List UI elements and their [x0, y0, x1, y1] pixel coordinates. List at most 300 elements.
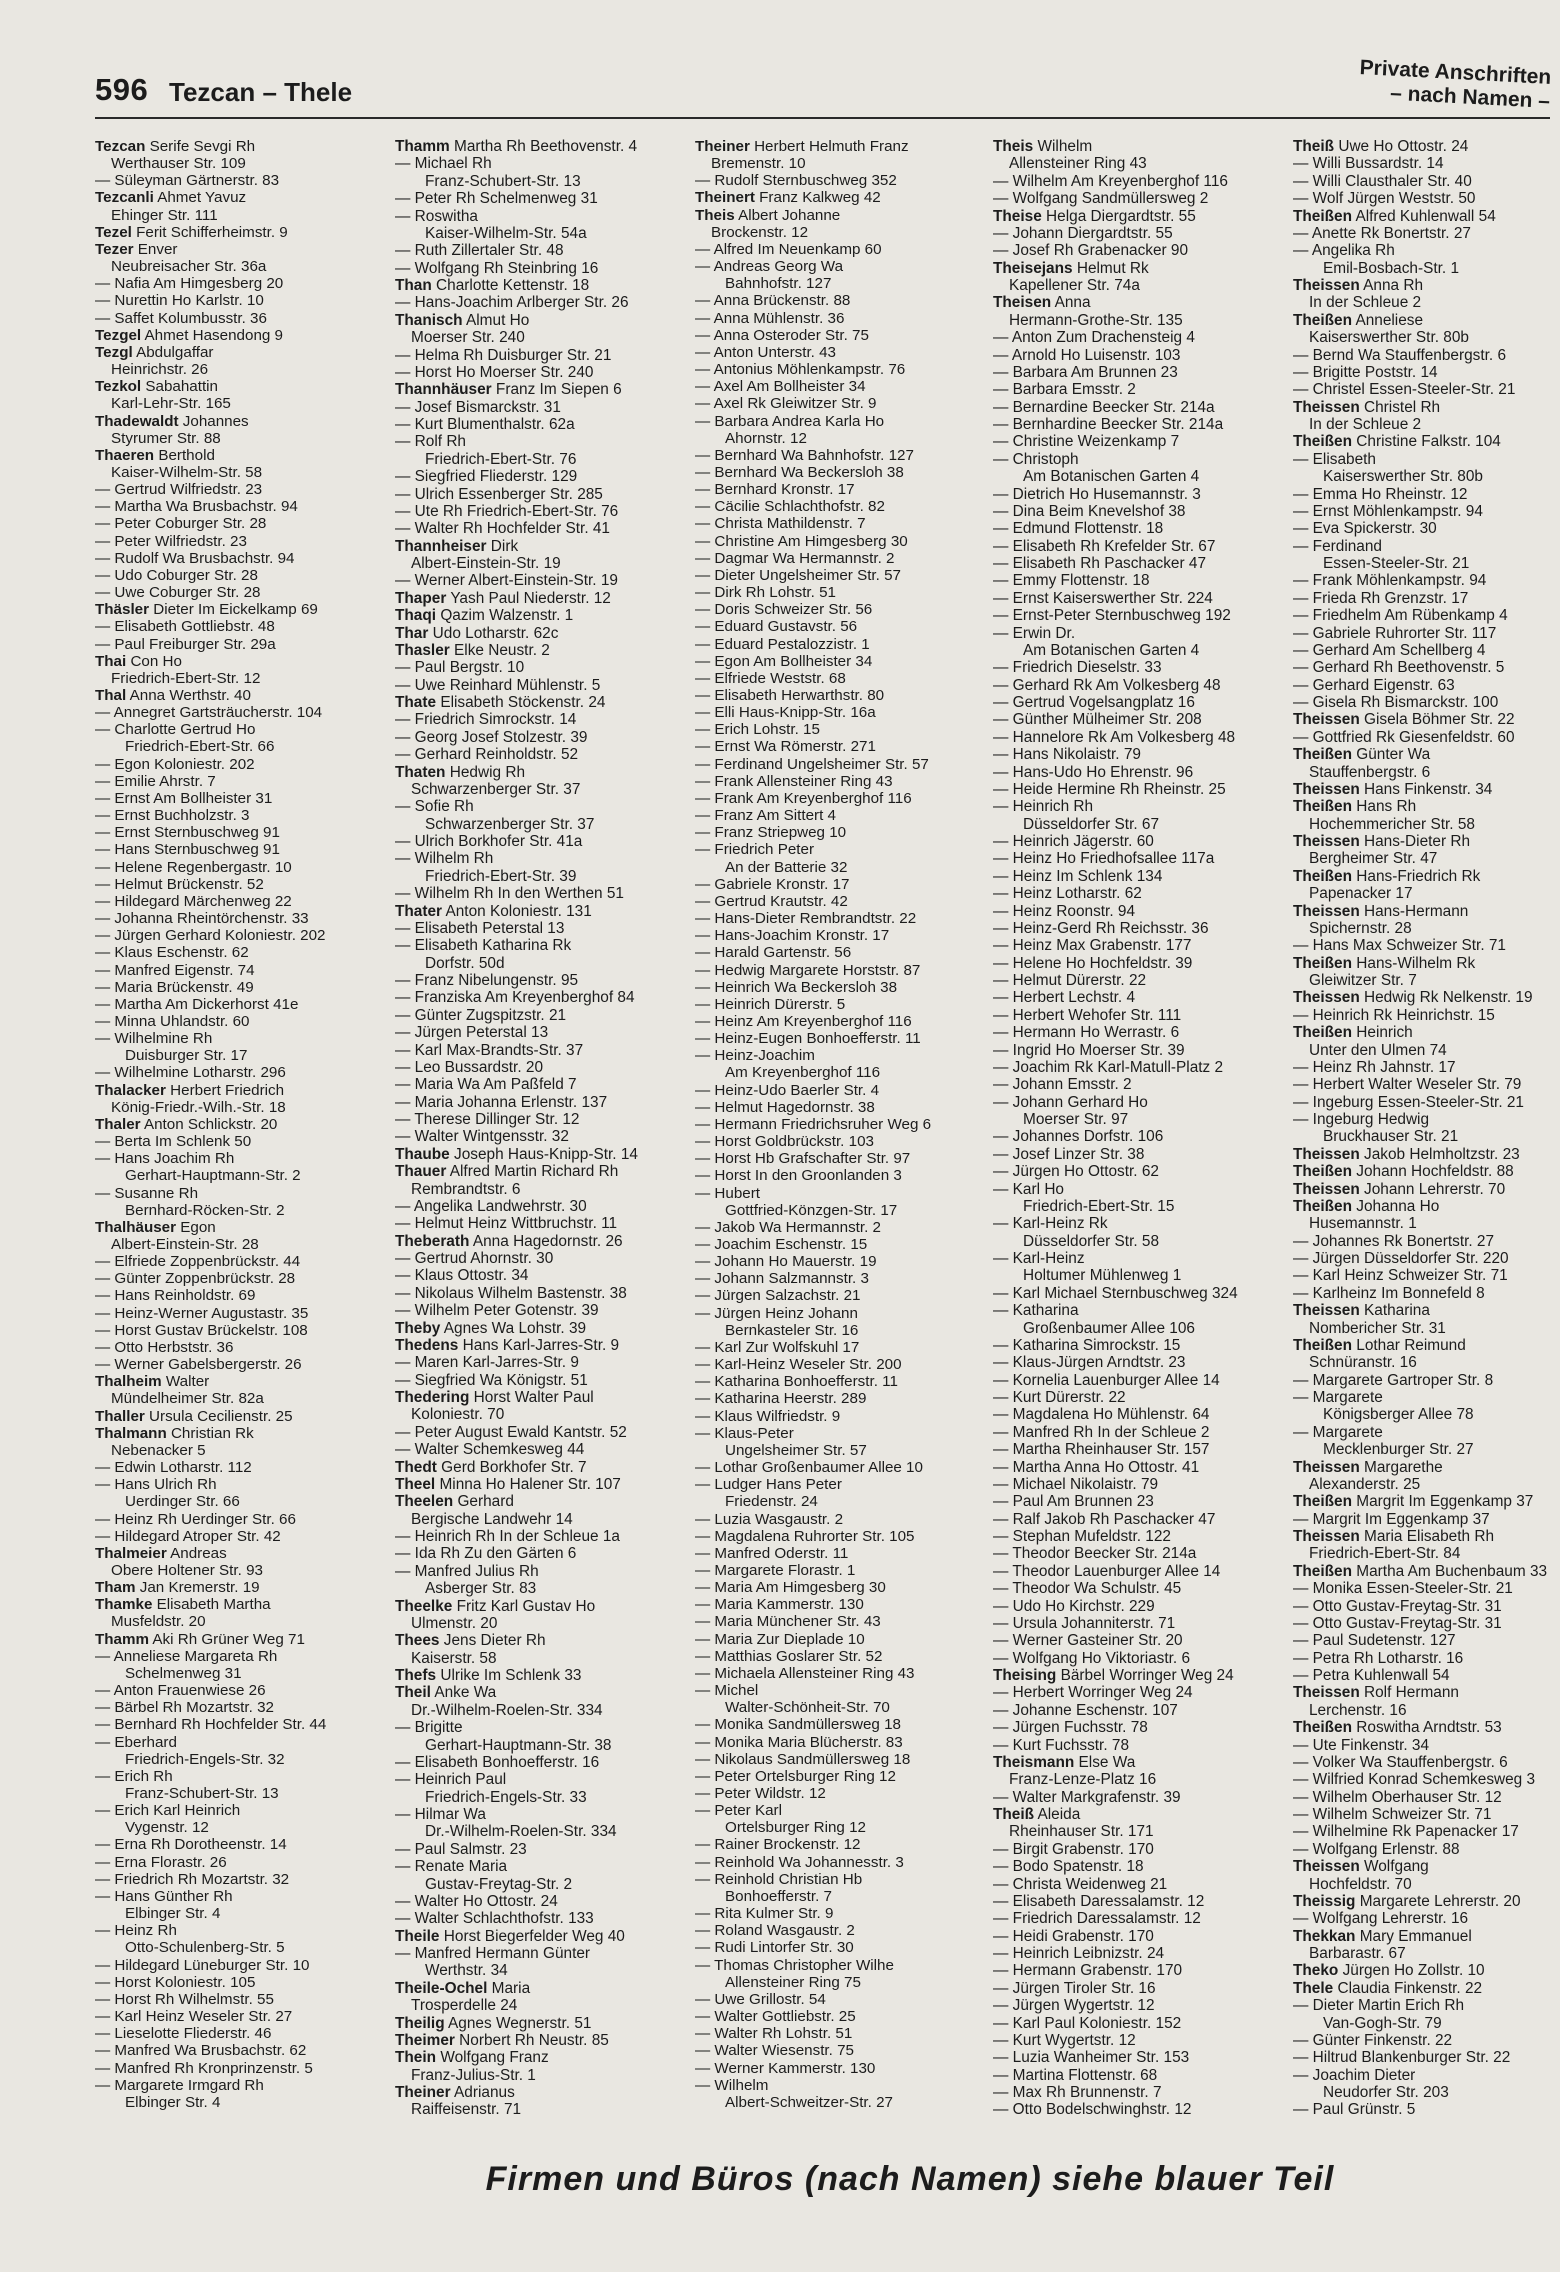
directory-entry — [695, 1631, 983, 1648]
entry-line: — Heinz Roonstr. 94 — [993, 902, 1136, 920]
directory-entry — [993, 920, 1281, 937]
sub-entry-text: Hubert — [714, 1184, 761, 1202]
sub-entry-text: Hildegard Atroper Str. 42 — [114, 1527, 281, 1545]
entry-line — [1293, 1024, 1555, 1041]
entry-line: — Axel Rk Gleiwitzer Str. 9 — [695, 395, 877, 413]
surname: Thäsler — [95, 601, 150, 619]
entry-line: — Georg Josef Stolzestr. 39 — [395, 728, 588, 746]
sub-entry-text: Christine Am Himgesberg 30 — [714, 532, 908, 550]
surname: Tham — [95, 1579, 136, 1597]
directory-entry — [695, 172, 983, 189]
entry-line: — Peter Rh Schelmenweg 31 — [395, 190, 598, 208]
sub-entry-text: Frank Am Kreyenberghof 116 — [714, 789, 912, 807]
sub-entry-text: Otto Bodelschwinghstr. 12 — [1012, 2101, 1192, 2119]
sub-entry-text: Katharina Heerstr. 289 — [714, 1390, 867, 1408]
directory-entry — [1293, 642, 1555, 659]
directory-entry — [395, 1598, 683, 1633]
surname: Theißen — [1293, 1024, 1352, 1042]
entry-line: — Wolf Jürgen Weststr. 50 — [1293, 190, 1476, 208]
listing-column-5 — [1293, 138, 1555, 2119]
sub-entry-text: Helmut Hagedornstr. 38 — [714, 1098, 875, 1116]
sub-entry-text: Therese Dillinger Str. 12 — [414, 1111, 580, 1128]
sub-entry-text: Annegret Gartsträucherstr. 104 — [113, 704, 323, 722]
entry-line: — Berta Im Schlenk 50 — [95, 1133, 252, 1151]
given-name-address: Hans Rh — [1356, 798, 1417, 816]
directory-entry — [993, 572, 1281, 589]
directory-entry — [395, 1128, 683, 1145]
entry-line: — Heinz-Eugen Bonhoefferstr. 11 — [695, 1030, 921, 1048]
directory-entry — [695, 1528, 983, 1545]
surname: Theißen — [1293, 1719, 1352, 1737]
sub-entry-text: Margarete Irmgard Rh — [114, 2076, 264, 2094]
entry-line — [993, 138, 1281, 155]
directory-entry — [395, 729, 683, 746]
directory-entry — [95, 447, 383, 481]
entry-line: — Minna Uhlandstr. 60 — [95, 1012, 250, 1030]
given-name-address: Qazim Walzenstr. 1 — [440, 607, 574, 625]
sub-entry-text: Johann Diergardtstr. 55 — [1012, 224, 1173, 242]
entry-line: — Johann Diergardtstr. 55 — [993, 224, 1173, 242]
surname: Thalheim — [95, 1373, 162, 1391]
directory-entry — [95, 567, 383, 584]
directory-entry — [1293, 208, 1555, 225]
sub-entry-text: Hannelore Rk Am Volkesberg 48 — [1012, 728, 1236, 746]
sub-entry-text: Joachim Rk Karl-Matull-Platz 2 — [1012, 1058, 1224, 1076]
entry-line: — Ernst Am Bollheister 31 — [95, 789, 273, 807]
entry-line: — Jürgen Tiroler Str. 16 — [993, 1979, 1156, 1997]
directory-entry — [395, 677, 683, 694]
directory-entry — [993, 694, 1281, 711]
entry-line — [95, 413, 383, 430]
sub-entry-text: Klaus-Jürgen Arndtstr. 23 — [1012, 1354, 1186, 1372]
entry-line: — Monika Sandmüllersweg 18 — [695, 1716, 901, 1734]
entry-line — [95, 1116, 383, 1133]
entry-line: — Heinz-Werner Augustastr. 35 — [95, 1304, 309, 1322]
entry-line: — Lieselotte Fliederstr. 46 — [95, 2025, 272, 2043]
entry-line: — Gertrud Krautstr. 42 — [695, 892, 848, 910]
directory-entry — [993, 1337, 1281, 1354]
entry-line — [993, 1754, 1281, 1771]
sub-entry-text: Monika Essen-Steeler-Str. 21 — [1312, 1580, 1513, 1598]
sub-entry-text: Joachim Eschenstr. 15 — [714, 1236, 868, 1253]
sub-entry-text: Heinz Max Grabenstr. 177 — [1012, 937, 1192, 955]
sub-entry-text: Gabriele Ruhrorter Str. 117 — [1312, 624, 1497, 642]
entry-line: — Friedrich Peter — [695, 841, 815, 859]
directory-entry — [1293, 1007, 1555, 1024]
sub-entry-text: Jürgen Fuchsstr. 78 — [1012, 1719, 1148, 1737]
entry-line: — Günter Zugspitzstr. 21 — [395, 1006, 567, 1024]
directory-entry — [1293, 1580, 1555, 1597]
entry-line: — Heinrich Wa Beckersloh 38 — [695, 978, 898, 996]
directory-entry — [993, 711, 1281, 728]
sub-entry-text: Günter Zoppenbrückstr. 28 — [114, 1270, 296, 1288]
directory-entry — [695, 1511, 983, 1528]
entry-line — [395, 1476, 683, 1493]
directory-entry — [993, 1876, 1281, 1893]
directory-entry — [395, 885, 683, 902]
sub-entry-text: Ursula Johanniterstr. 71 — [1012, 1614, 1176, 1632]
address-continuation: Friedrich-Ebert-Str. 15 — [1023, 1197, 1175, 1215]
directory-entry — [95, 979, 383, 996]
directory-entry — [1293, 381, 1555, 398]
address-continuation: Dr.-Wilhelm-Roelen-Str. 334 — [411, 1701, 603, 1719]
sub-entry-text: Helene Ho Hochfeldstr. 39 — [1012, 954, 1193, 972]
sub-entry-text: Manfred Rh In der Schleue 2 — [1012, 1423, 1210, 1441]
entry-line: — Hans Nikolaistr. 79 — [993, 746, 1141, 764]
entry-line: — Dieter Ungelsheimer Str. 57 — [695, 566, 901, 584]
surname: Theelen — [395, 1493, 454, 1511]
sub-entry-text: Bärbel Rh Mozartstr. 32 — [114, 1699, 274, 1717]
directory-entry — [395, 1684, 683, 1719]
directory-entry — [95, 550, 383, 567]
entry-line — [1293, 711, 1555, 728]
entry-line: — Elfriede Weststr. 68 — [695, 669, 846, 687]
directory-entry — [1293, 1337, 1555, 1372]
surname: Theimer — [395, 2031, 455, 2049]
directory-entry — [95, 1185, 383, 1219]
directory-entry — [395, 1059, 683, 1076]
entry-line: — Anton Frauenwiese 26 — [95, 1682, 266, 1700]
entry-line: — Erna Rh Dorotheenstr. 14 — [95, 1836, 287, 1854]
address-continuation: Hochemmericher Str. 58 — [1309, 815, 1475, 833]
directory-entry — [695, 893, 983, 910]
entry-line: — Anton Unterstr. 43 — [695, 343, 836, 361]
sub-entry-text: Horst Gustav Brückelstr. 108 — [114, 1321, 308, 1339]
sub-entry-text: Heidi Grabenstr. 170 — [1012, 1927, 1154, 1945]
entry-line — [695, 138, 983, 155]
surname: Theising — [993, 1667, 1057, 1684]
directory-entry — [95, 1322, 383, 1339]
sub-entry-text: Monika Maria Blücherstr. 83 — [714, 1733, 903, 1751]
sub-entry-text: Erich Rh — [114, 1767, 173, 1785]
entry-line — [395, 1493, 683, 1510]
directory-entry — [1293, 1076, 1555, 1093]
sub-entry-text: Ernst Möhlenkampstr. 94 — [1312, 502, 1483, 520]
entry-line: — Erich Karl Heinrich — [95, 1802, 241, 1820]
entry-line: — Hildegard Atroper Str. 42 — [95, 1527, 281, 1545]
directory-entry — [993, 1406, 1281, 1423]
sub-entry-text: Heinz Am Kreyenberghof 116 — [714, 1012, 912, 1030]
entry-line: — Ralf Jakob Rh Paschacker 47 — [993, 1510, 1216, 1528]
sub-entry-text: Ludger Hans Peter — [714, 1476, 842, 1494]
sub-entry-text: Manfred Eigenstr. 74 — [114, 961, 255, 979]
running-head-line-2: – nach Namen – — [1389, 81, 1551, 113]
directory-entry — [1293, 347, 1555, 364]
sub-entry-text: Herbert Worringer Weg 24 — [1012, 1684, 1193, 1702]
page-footer — [0, 2160, 1560, 2199]
entry-line: — Heinrich Jägerstr. 60 — [993, 833, 1154, 850]
directory-entry — [993, 746, 1281, 763]
directory-entry — [993, 1684, 1281, 1701]
directory-entry — [993, 1493, 1281, 1510]
address-continuation: Am Botanischen Garten 4 — [1023, 641, 1200, 659]
entry-line: — Walter Gottliebstr. 25 — [695, 2008, 856, 2026]
address-continuation: Friedrich-Ebert-Str. 66 — [125, 738, 275, 756]
entry-line: — Ingrid Ho Moerser Str. 39 — [993, 1041, 1185, 1059]
directory-entry — [95, 807, 383, 824]
given-name-address: Johann Lehrerstr. 70 — [1364, 1180, 1506, 1198]
directory-entry — [95, 1064, 383, 1081]
sub-entry-text: Johanne Eschenstr. 107 — [1012, 1701, 1178, 1719]
entry-line — [95, 447, 383, 464]
directory-entry — [95, 292, 383, 309]
entry-line — [1293, 903, 1555, 920]
address-continuation: Königsberger Allee 78 — [1323, 1406, 1474, 1424]
entry-line: — Manfred Rh In der Schleue 2 — [993, 1423, 1210, 1441]
directory-entry — [395, 972, 683, 989]
sub-entry-text: Karl Zur Wolfskuhl 17 — [714, 1338, 860, 1356]
entry-line: — Heinrich Leibnizstr. 24 — [993, 1945, 1165, 1962]
entry-line: — Walter Wintgensstr. 32 — [395, 1128, 569, 1146]
given-name-address: Else Wa — [1078, 1753, 1136, 1771]
sub-entry-text: Roland Wasgaustr. 2 — [714, 1922, 855, 1940]
sub-entry-text: Ruth Zillertaler Str. 48 — [414, 242, 564, 260]
address-continuation: Am Kreyenberghof 116 — [725, 1064, 881, 1082]
given-name-address: Jakob Helmholtzstr. 23 — [1364, 1145, 1520, 1163]
directory-entry — [395, 1893, 683, 1910]
directory-entry — [993, 451, 1281, 486]
sub-entry-text: Werner Gabelsbergerstr. 26 — [114, 1356, 302, 1374]
entry-line — [1293, 1980, 1555, 1997]
sub-entry-text: Heinrich Rh — [1012, 798, 1094, 816]
entry-line: — Luzia Wanheimer Str. 153 — [993, 2049, 1190, 2067]
directory-entry — [1293, 955, 1555, 990]
entry-line: — Heinz Ho Friedhofsallee 117a — [993, 850, 1215, 868]
surname: Theissen — [1293, 277, 1360, 294]
given-name-address: Berthold — [158, 446, 215, 464]
directory-entry — [1293, 538, 1555, 573]
entry-line: — Heinz Am Kreyenberghof 116 — [695, 1012, 912, 1030]
sub-entry-text: Erich Lohstr. 15 — [714, 721, 820, 739]
sub-entry-text: Anna Brückenstr. 88 — [713, 292, 851, 310]
sub-entry-text: Ferdinand — [1312, 537, 1382, 555]
given-name-address: Ahmet Yavuz — [157, 189, 247, 207]
directory-entry — [993, 955, 1281, 972]
entry-line — [395, 1598, 683, 1615]
entry-line — [1293, 1684, 1555, 1701]
sub-entry-text: Hermann Friedrichsruher Weg 6 — [714, 1115, 932, 1133]
directory-entry — [1293, 1858, 1555, 1893]
running-head — [1358, 56, 1552, 114]
sub-entry-text: Johannes Rk Bonertstr. 27 — [1312, 1232, 1495, 1250]
sub-entry-text: Helma Rh Duisburger Str. 21 — [414, 346, 612, 364]
address-continuation: Lerchenstr. 16 — [1309, 1701, 1407, 1719]
sub-entry-text: Erwin Dr. — [1012, 624, 1076, 642]
directory-entry — [95, 893, 383, 910]
given-name-address: Jürgen Ho Zollstr. 10 — [1342, 1962, 1485, 1980]
directory-entry — [395, 1632, 683, 1667]
directory-entry — [95, 275, 383, 292]
directory-entry — [993, 833, 1281, 850]
entry-line: — Ernst Möhlenkampstr. 94 — [1293, 502, 1483, 520]
address-continuation: Kaiserswerther Str. 80b — [1309, 329, 1469, 347]
directory-entry — [395, 798, 683, 833]
sub-entry-text: Anton Zum Drachensteig 4 — [1011, 329, 1195, 347]
entry-line: — Frank Allensteiner Ring 43 — [695, 772, 893, 790]
directory-entry — [993, 1737, 1281, 1754]
surname: Thadewaldt — [95, 412, 179, 430]
directory-entry — [395, 1980, 683, 2015]
directory-entry — [993, 1285, 1281, 1302]
directory-entry — [95, 927, 383, 944]
directory-entry — [695, 1047, 983, 1081]
directory-entry — [993, 1128, 1281, 1145]
entry-line: — Gerhard Rh Beethovenstr. 5 — [1293, 659, 1505, 677]
sub-entry-text: Elfriede Weststr. 68 — [714, 669, 846, 687]
directory-entry — [695, 841, 983, 875]
directory-entry — [695, 1613, 983, 1630]
directory-entry — [95, 1716, 383, 1733]
sub-entry-text: Barbara Emsstr. 2 — [1012, 381, 1136, 399]
address-continuation: Kaiserstr. 58 — [411, 1649, 497, 1667]
given-name-address: Hedwig Rh — [449, 763, 526, 781]
given-name-address: Christel Rh — [1364, 398, 1441, 416]
given-name-address: Ferit Schifferheimstr. 9 — [136, 223, 288, 241]
directory-entry — [395, 1111, 683, 1128]
sub-entry-text: Anna Osteroder Str. 75 — [713, 326, 869, 344]
directory-entry — [1293, 1980, 1555, 1997]
entry-line: — Jürgen Peterstal 13 — [395, 1024, 549, 1042]
sub-entry-text: Luzia Wanheimer Str. 153 — [1012, 2049, 1190, 2067]
sub-entry-text: Hermann Grabenstr. 170 — [1012, 1962, 1183, 1980]
entry-line: — Peter Wilfriedstr. 23 — [95, 532, 247, 550]
given-name-address: Dirk — [490, 537, 519, 555]
given-name-address: Andreas — [170, 1544, 227, 1562]
given-name-address: Anke Wa — [434, 1684, 497, 1702]
address-continuation: Großenbaumer Allee 106 — [1023, 1319, 1195, 1337]
entry-line: — Eduard Gustavstr. 56 — [695, 618, 858, 636]
entry-line: — Horst Hb Grafschafter Str. 97 — [695, 1150, 911, 1168]
sub-entry-text: Manfred Hermann Günter — [414, 1945, 591, 1962]
directory-entry — [993, 764, 1281, 781]
sub-entry-text: Karlheinz Im Bonnefeld 8 — [1312, 1284, 1485, 1302]
directory-entry — [695, 773, 983, 790]
sub-entry-text: Wolfgang Ho Viktoriastr. 6 — [1012, 1649, 1191, 1667]
sub-entry-text: Ernst Buchholzstr. 3 — [114, 807, 250, 825]
sub-entry-text: Ida Rh Zu den Gärten 6 — [414, 1545, 577, 1563]
entry-line: — Rolf Rh — [395, 433, 466, 451]
sub-entry-text: Wilhelm Peter Gotenstr. 39 — [414, 1302, 599, 1320]
entry-line: — Bärbel Rh Mozartstr. 32 — [95, 1699, 274, 1717]
given-name-address: Anna Hagedornstr. 26 — [472, 1232, 623, 1250]
given-name-address: Margarethe — [1364, 1458, 1443, 1476]
directory-entry — [695, 1287, 983, 1304]
surname: Thasler — [395, 641, 450, 659]
entry-line: — Hedwig Margarete Horststr. 87 — [695, 961, 921, 979]
directory-entry — [993, 486, 1281, 503]
entry-line: — Sofie Rh — [395, 798, 474, 816]
directory-entry — [993, 399, 1281, 416]
sub-entry-text: Otto Herbststr. 36 — [114, 1338, 234, 1356]
directory-entry — [95, 790, 383, 807]
sub-entry-text: Harald Gartenstr. 56 — [714, 944, 852, 962]
sub-entry-text: Elli Haus-Knipp-Str. 16a — [714, 704, 876, 722]
given-name-address: Enver — [137, 240, 178, 258]
sub-entry-text: Klaus-Peter — [714, 1424, 794, 1442]
entry-line: — Helene Ho Hochfeldstr. 39 — [993, 954, 1193, 972]
directory-entry — [695, 944, 983, 961]
directory-entry — [993, 1059, 1281, 1076]
directory-entry — [95, 944, 383, 961]
directory-entry — [395, 1424, 683, 1441]
directory-entry — [695, 2077, 983, 2111]
sub-entry-text: Werner Kammerstr. 130 — [714, 2059, 876, 2077]
surname: Thannheiser — [395, 537, 487, 555]
directory-entry — [95, 1545, 383, 1579]
directory-entry — [993, 1181, 1281, 1216]
given-name-address: Hans Finkenstr. 34 — [1364, 780, 1493, 798]
entry-line — [1293, 1719, 1555, 1736]
address-continuation: Bruckhauser Str. 21 — [1323, 1128, 1459, 1146]
sub-entry-text: Wolfgang Rh Steinbring 16 — [414, 259, 599, 277]
directory-entry — [395, 1945, 683, 1980]
directory-entry — [395, 1719, 683, 1754]
directory-entry — [695, 1716, 983, 1733]
directory-entry — [695, 1991, 983, 2008]
sub-entry-text: Elisabeth Katharina Rk — [414, 937, 572, 955]
directory-entry — [1293, 2032, 1555, 2049]
surname: Tezer — [95, 240, 134, 258]
directory-entry — [695, 1579, 983, 1596]
surname: Thal — [95, 687, 127, 704]
sub-entry-text: Sofie Rh — [414, 798, 474, 816]
entry-line: — Michael Rh — [395, 155, 492, 173]
sub-entry-text: Heinrich Leibnizstr. 24 — [1012, 1945, 1165, 1962]
entry-line: — Rudolf Sternbuschweg 352 — [695, 172, 897, 190]
entry-line — [1293, 1459, 1555, 1476]
sub-entry-text: Reinhold Wa Johannesstr. 3 — [714, 1853, 904, 1871]
sub-entry-text: Frank Allensteiner Ring 43 — [714, 772, 893, 790]
given-name-address: Con Ho — [130, 652, 182, 670]
directory-entry — [1293, 1910, 1555, 1927]
address-continuation: Ulmenstr. 20 — [411, 1614, 498, 1632]
address-continuation: Allensteiner Ring 43 — [1009, 155, 1147, 173]
entry-line: — Alfred Im Neuenkamp 60 — [695, 240, 882, 258]
directory-entry — [95, 533, 383, 550]
directory-entry — [95, 859, 383, 876]
entry-line: — Manfred Oderstr. 11 — [695, 1544, 849, 1562]
directory-entry — [695, 481, 983, 498]
given-name-address: Norbert Rh Neustr. 85 — [459, 2031, 609, 2049]
directory-entry — [695, 738, 983, 755]
sub-entry-text: Martha Am Dickerhorst 41e — [114, 995, 299, 1013]
surname: Theissen — [1293, 1684, 1360, 1702]
directory-entry — [695, 567, 983, 584]
sub-entry-text: Christel Essen-Steeler-Str. 21 — [1312, 381, 1516, 399]
directory-entry — [95, 515, 383, 532]
entry-line — [1293, 798, 1555, 815]
directory-entry — [1293, 989, 1555, 1006]
directory-entry — [395, 468, 683, 485]
given-name-address: Hans Karl-Jarres-Str. 9 — [462, 1336, 620, 1354]
entry-line: — Heidi Grabenstr. 170 — [993, 1927, 1154, 1945]
sub-entry-text: Johann Salzmannstr. 3 — [714, 1270, 869, 1288]
sub-entry-text: Christa Mathildenstr. 7 — [714, 515, 866, 533]
entry-line: — Klaus Wilfriedstr. 9 — [695, 1407, 841, 1425]
surname: Theinert — [695, 189, 755, 207]
directory-entry — [395, 416, 683, 433]
entry-line: — Ulrich Borkhofer Str. 41a — [395, 833, 583, 850]
directory-entry — [695, 1082, 983, 1099]
entry-line: — Antonius Möhlenkampstr. 76 — [695, 361, 906, 379]
entry-line: — Hilmar Wa — [395, 1806, 486, 1823]
directory-entry — [1293, 1459, 1555, 1494]
surname: Theissen — [1293, 833, 1360, 850]
directory-entry — [395, 1354, 683, 1371]
entry-line: — Wilhelm — [695, 2076, 769, 2094]
sub-entry-text: Rainer Brockenstr. 12 — [714, 1836, 861, 1854]
entry-line — [395, 538, 683, 555]
